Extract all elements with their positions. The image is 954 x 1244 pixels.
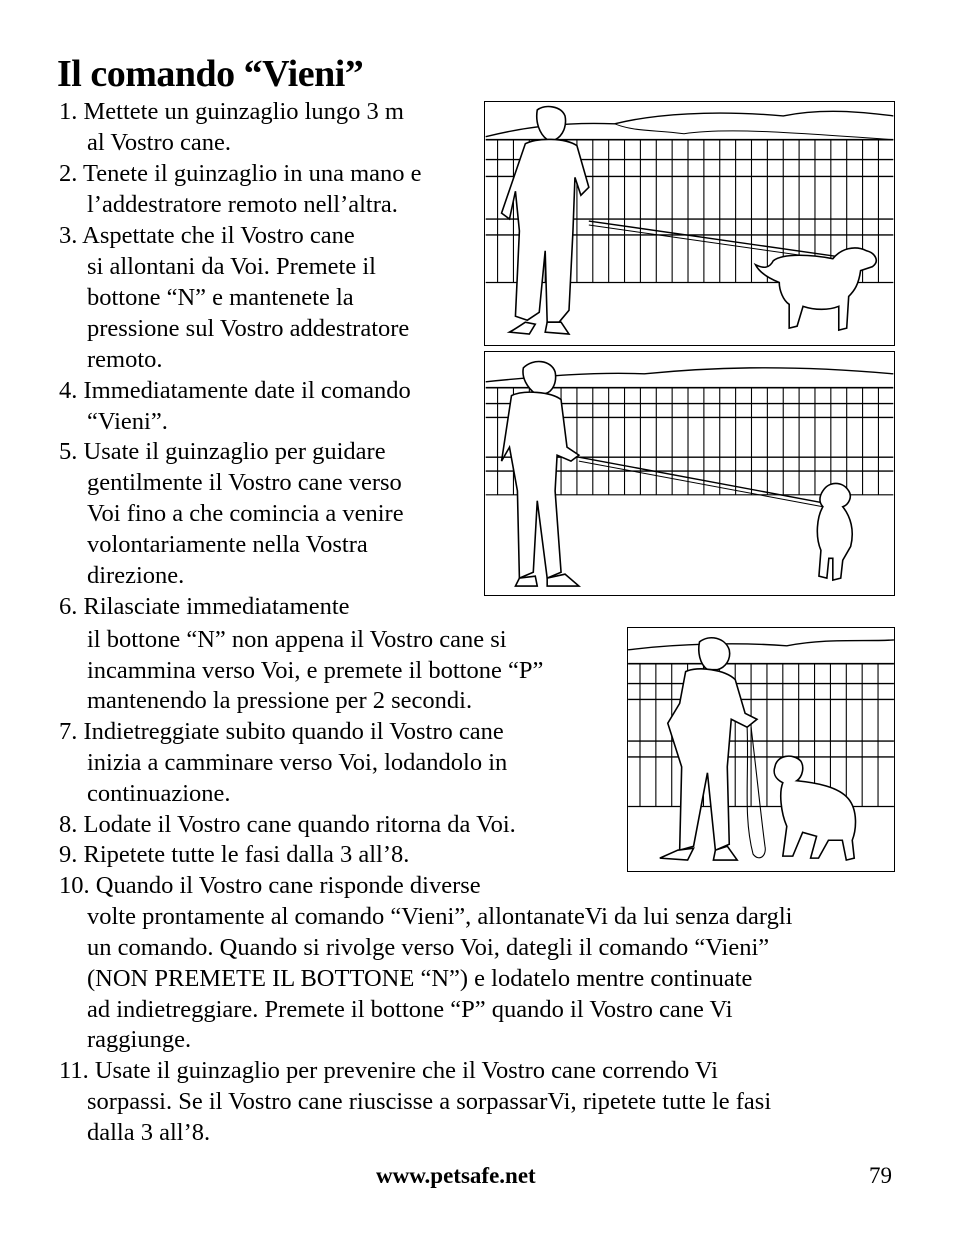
instruction-line: mantenendo la pressione per 2 secondi. [87,687,473,714]
instruction-line: 8. Lodate il Vostro cane quando ritorna da Voi. [59,811,516,838]
instruction-line: 10. Quando il Vostro cane risponde diverse [59,872,481,899]
instruction-line: volontariamente nella Vostra [87,531,368,558]
illustration-praising-dog [627,627,895,872]
instruction-line: 2. Tenete il guinzaglio in una mano e [59,160,422,187]
page-title: Il comando “Vieni” [57,53,364,95]
instruction-line: il bottone “N” non appena il Vostro cane si [87,626,507,653]
illustration-dog-walking-away [484,101,895,346]
instruction-line: bottone “N” e mantenete la [87,284,354,311]
instruction-line: l’addestratore remoto nell’altra. [87,191,398,218]
guiding-dog-drawing [485,352,894,595]
instruction-line: gentilmente il Vostro cane verso [87,469,402,496]
instruction-line: sorpassi. Se il Vostro cane riuscisse a sorpassarVi, ripetete tutte le fasi [87,1088,772,1115]
page-number: 79 [869,1163,892,1188]
instruction-line: 4. Immediatamente date il comando [59,377,411,404]
instruction-line: pressione sul Vostro addestratore [87,315,410,342]
instruction-line: (NON PREMETE IL BOTTONE “N”) e lodatelo mentre continuate [87,965,753,992]
instruction-line: 3. Aspettate che il Vostro cane [59,222,355,249]
instruction-line: direzione. [87,562,185,589]
instruction-line: dalla 3 all’8. [87,1119,211,1146]
instruction-line: volte prontamente al comando “Vieni”, allontanateVi da lui senza dargli [87,903,793,930]
instruction-line: si allontani da Voi. Premete il [87,253,376,280]
instruction-line: 5. Usate il guinzaglio per guidare [59,438,386,465]
instruction-line: al Vostro cane. [87,129,232,156]
instruction-line: ad indietreggiare. Premete il bottone “P” quando il Vostro cane Vi [87,996,733,1023]
illustration-guiding-dog [484,351,895,596]
footer-url: www.petsafe.net [376,1163,536,1188]
instruction-line: raggiunge. [87,1026,192,1053]
instruction-line: continuazione. [87,780,231,807]
instruction-line: “Vieni”. [87,408,168,435]
dog-walking-away-drawing [485,102,894,345]
instruction-line: remoto. [87,346,163,373]
instruction-line: 11. Usate il guinzaglio per prevenire che il Vostro cane correndo Vi [59,1057,718,1084]
instruction-line: 1. Mettete un guinzaglio lungo 3 m [59,98,404,125]
instruction-line: Voi fino a che comincia a venire [87,500,404,527]
instruction-line: inizia a camminare verso Voi, lodandolo in [87,749,508,776]
instruction-line: un comando. Quando si rivolge verso Voi, dategli il comando “Vieni” [87,934,770,961]
instruction-line: incammina verso Voi, e premete il bottone “P” [87,657,544,684]
instruction-line: 7. Indietreggiate subito quando il Vostro cane [59,718,504,745]
instruction-line: 9. Ripetete tutte le fasi dalla 3 all’8. [59,841,410,868]
instruction-line: 6. Rilasciate immediatamente [59,593,350,620]
praising-dog-drawing [628,628,894,871]
